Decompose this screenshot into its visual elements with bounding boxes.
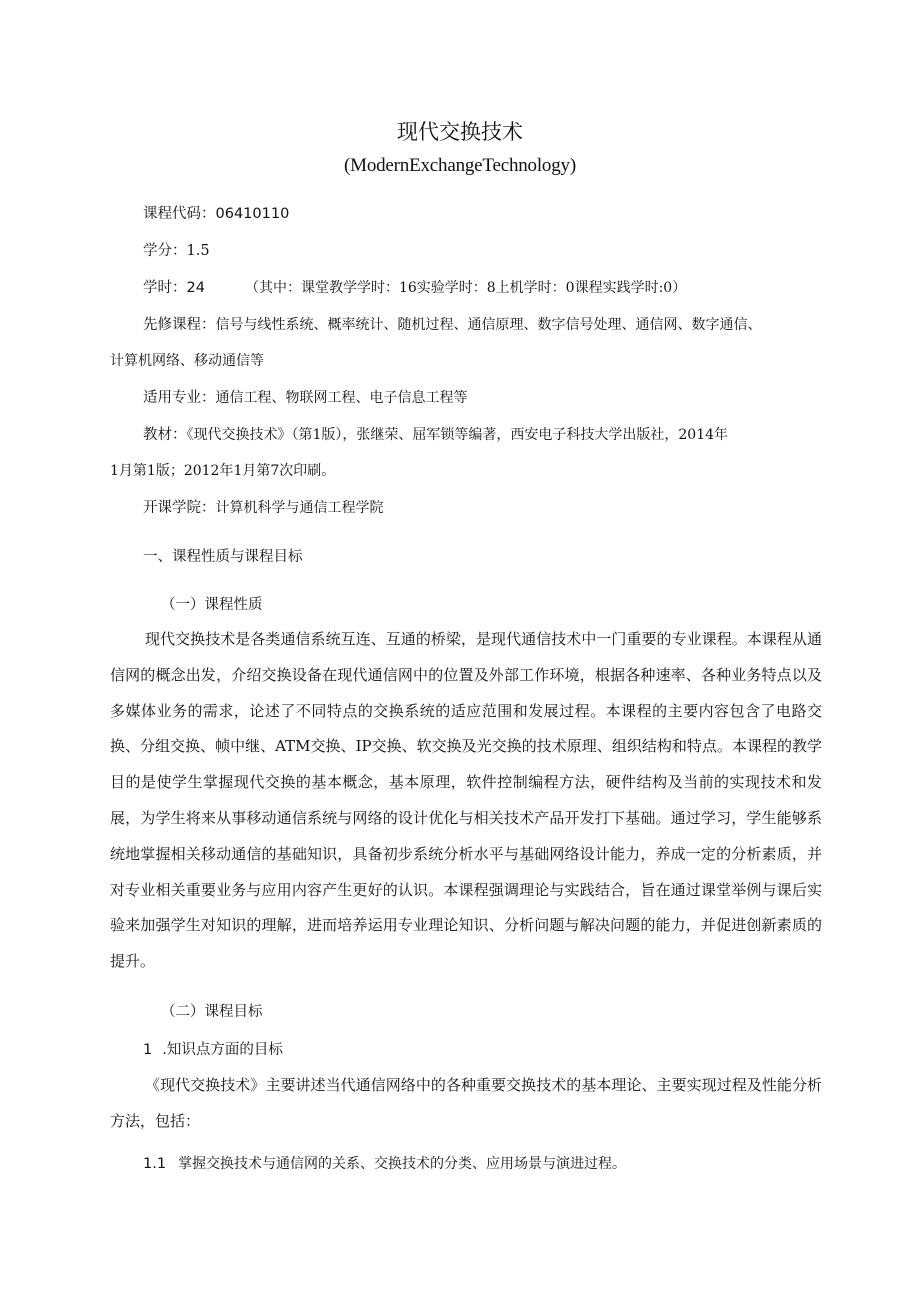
knowledge-goal-number: 1 — [143, 1042, 153, 1058]
section-1-2-heading: （二）课程目标 — [161, 1004, 263, 1020]
textbook-value-1: 《现代交换技术》（第1版），张继荣、屈军锁等编著，西安电子科技大学出版社，2014年 — [186, 427, 729, 443]
prereq-line-2 — [110, 351, 822, 371]
course-code-line — [143, 204, 823, 224]
prereq-value-2: 计算机网络、移动通信等 — [110, 353, 264, 369]
major-value: 通信工程、物联网工程、电子信息工程等 — [215, 390, 468, 406]
hours-detail: （其中：课堂教学学时：16实验学时：8上机学时：0课程实践学时:0） — [244, 280, 687, 296]
knowledge-goal-text: 《现代交换技术》主要讲述当代通信网络中的各种重要交换技术的基本理论、主要实现过程及性能分析方法，包括： — [110, 1076, 822, 1130]
credit-line — [143, 241, 823, 261]
textbook-line-2 — [110, 461, 822, 481]
major-label: 适用专业： — [143, 390, 216, 406]
document-title: 现代交换技术 — [397, 120, 523, 144]
school-line — [143, 498, 823, 518]
school-label: 开课学院： — [143, 500, 216, 516]
knowledge-goal-title: .知识点方面的目标 — [162, 1042, 283, 1058]
item-1-1-text: 掌握交换技术与通信网的关系、交换技术的分类、应用场景与演进过程。 — [178, 1156, 627, 1172]
item-1-1-line — [143, 1154, 823, 1174]
credit-label: 学分： — [143, 243, 187, 259]
major-line — [143, 388, 823, 408]
section-1-1-heading: （一）课程性质 — [161, 597, 263, 613]
item-1-1-number: 1.1 — [143, 1156, 167, 1172]
course-nature-paragraph — [110, 622, 822, 980]
hours-line — [143, 278, 823, 298]
hours-label: 学时： — [143, 280, 187, 296]
hours-value: 24 — [186, 280, 205, 296]
prereq-line-1 — [143, 315, 823, 335]
course-code-value: 06410110 — [215, 206, 290, 222]
course-code-label: 课程代码： — [143, 206, 216, 222]
knowledge-goal-paragraph — [110, 1068, 822, 1140]
prereq-value-1: 信号与线性系统、概率统计、随机过程、通信原理、数字信号处理、通信网、数字通信、 — [215, 317, 762, 333]
credit-value: 1.5 — [186, 243, 210, 259]
school-value: 计算机科学与通信工程学院 — [215, 500, 384, 516]
knowledge-goal-heading — [143, 1040, 823, 1060]
course-nature-text: 现代交换技术是各类通信系统互连、互通的桥梁，是现代通信技术中一门重要的专业课程。本课程从通信网的概念出发，介绍交换设备在现代通信网中的位置及外部工作环境，根据各种速率、各种业务特点以及多媒体业务的需求，论述了不同特点的交换系统的适应范围和发展过程。本课程的主要内容包含了电路交换、分组交换、帧中继、ATM交换、IP交换、软交换及光交换的技术原理、组织结构和特点。本课程的教学目的是使学生掌握现代交换的基本概念，基本原理，软件控制编程方法，硬件结构及当前的实现技术和发展，为学生将来从事移动通信系统与网络的设计优化与相关技术产品开发打下基础。通过学习，学生能够系统地掌握相关移动通信的基础知识，具备初步系统分析水平与基础网络设计能力，养成一定的分析素质，并对专业相关重要业务与应用内容产生更好的认识。本课程强调理论与实践结合，旨在通过课堂举例与课后实验来加强学生对知识的理解，进而培养运用专业理论知识、分析问题与解决问题的能力，并促进创新素质的提升。 — [110, 630, 822, 971]
textbook-line-1 — [143, 425, 823, 445]
textbook-value-2: 1月第1版；2012年1月第7次印刷。 — [110, 463, 336, 479]
prereq-label: 先修课程： — [143, 317, 216, 333]
document-subtitle: (ModernExchangeTechnology) — [344, 155, 576, 176]
textbook-label: 教材： — [143, 427, 187, 443]
section-1-heading: 一、课程性质与课程目标 — [143, 549, 303, 565]
